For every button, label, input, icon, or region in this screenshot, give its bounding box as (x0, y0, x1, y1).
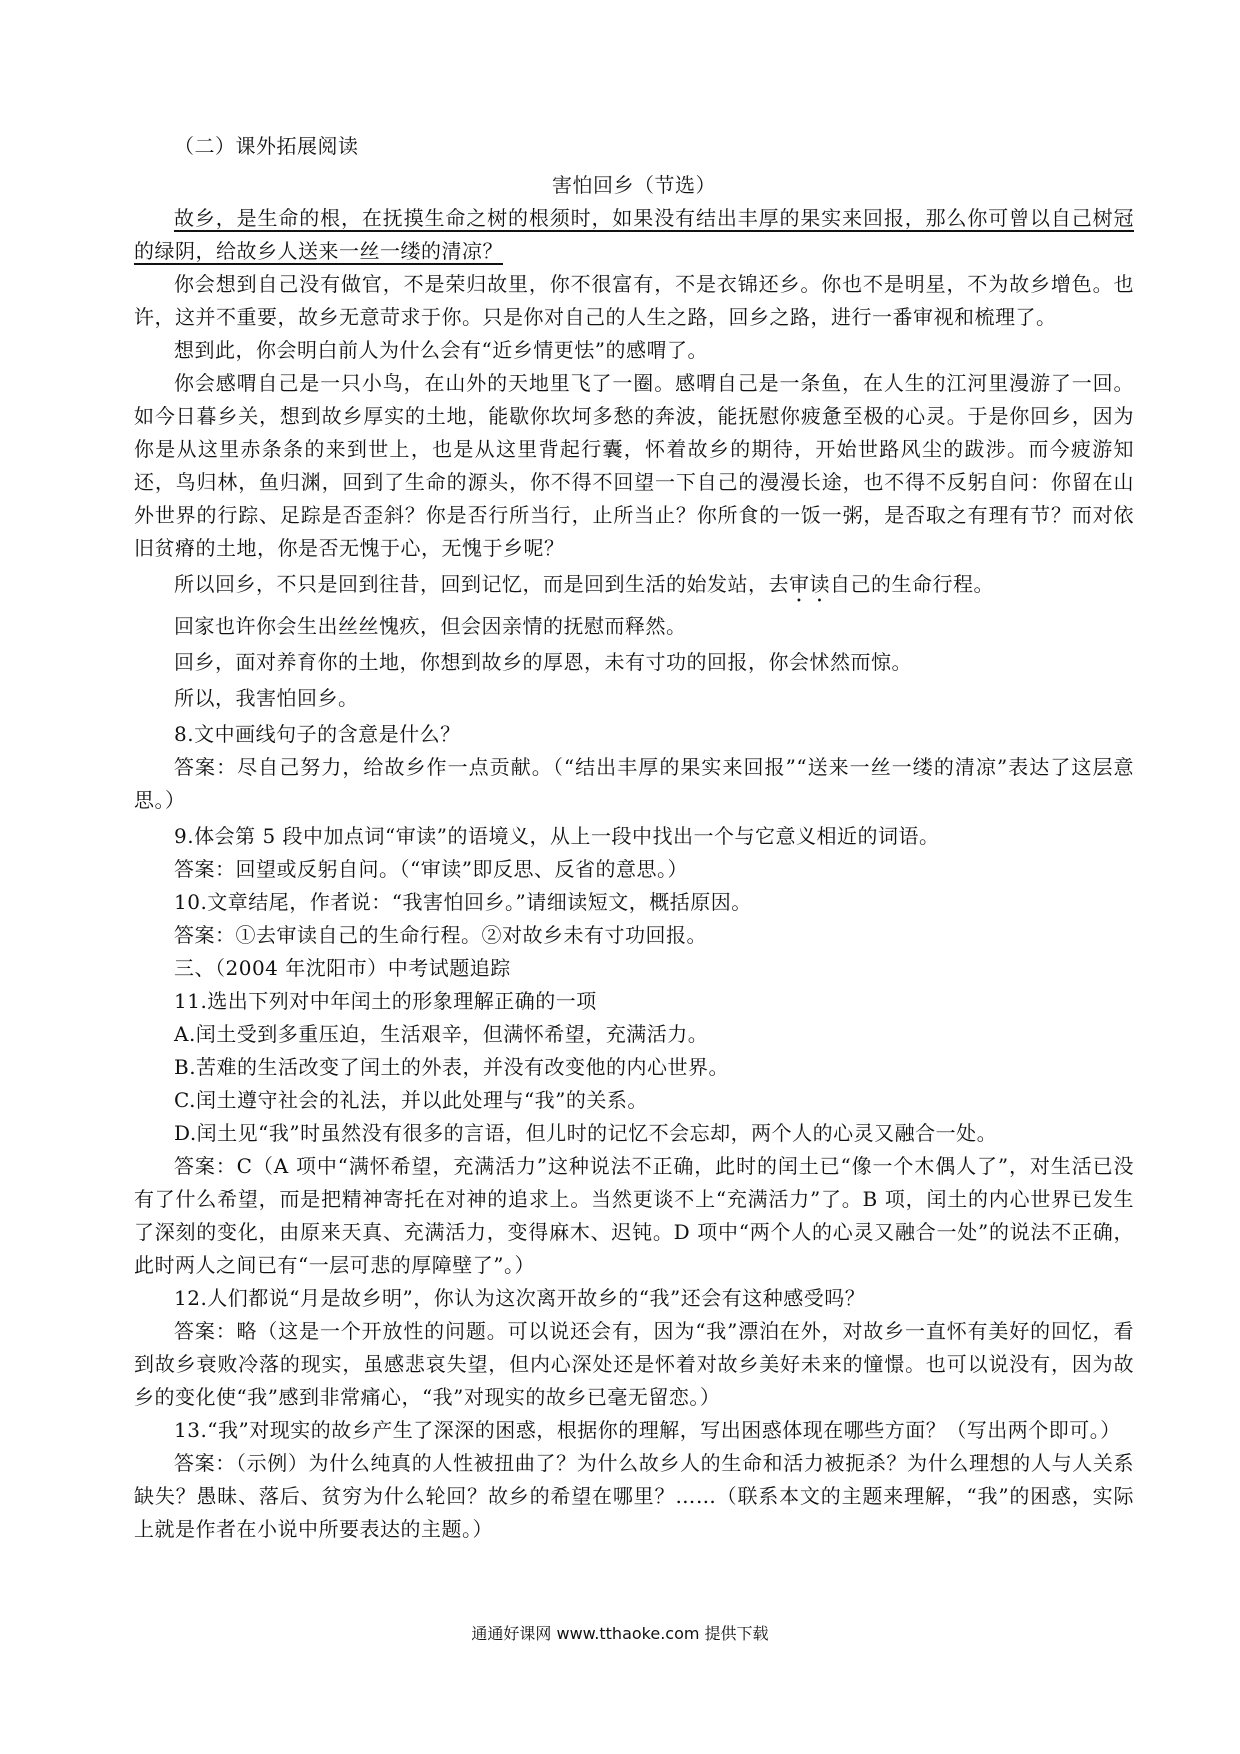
answer-10: 答案：①去审读自己的生命行程。②对故乡未有寸功回报。 (174, 923, 707, 947)
section-heading: （二）课外拓展阅读 (174, 134, 359, 158)
question-8: 8.文中画线句子的含意是什么？ (174, 722, 461, 746)
question-11: 11.选出下列对中年闰土的形象理解正确的一项 (174, 989, 597, 1013)
question-10: 10.文章结尾，作者说：“我害怕回乡。”请细读短文，概括原因。 (174, 890, 752, 914)
article-title: 害怕回乡（节选） (552, 173, 716, 197)
answer-9: 答案：回望或反躬自问。（“审读”即反思、反省的意思。） (174, 857, 688, 881)
answer-11: 答案：C（A 项中“满怀希望，充满活力”这种说法不正确，此时的闰土已“像一个木偶人了”，对生活已没有了什么希望，而是把精神寄托在对神的追求上。当然更谈不上“充满活力”了。B 项，闰土的内心世界已发生了深刻的变化，由原来天真、充满活力，变得麻木、迟钝。D 项中“两个人的心灵又融合一处”的说法不正确，此时两人之间已有“一层可悲的厚障壁了”。） (134, 1154, 1134, 1277)
passage-paragraph-7: 回乡，面对养育你的土地，你想到故乡的厚恩，未有寸功的回报，你会怵然而惊。 (174, 650, 912, 674)
option-c: C.闰土遵守社会的礼法，并以此处理与“我”的关系。 (174, 1088, 648, 1112)
option-b: B.苦难的生活改变了闰土的外表，并没有改变他的内心世界。 (174, 1055, 730, 1079)
option-d: D.闰土见“我”时虽然没有很多的言语，但儿时的记忆不会忘却，两个人的心灵又融合一处。 (174, 1121, 998, 1145)
section-3-heading: 三、（2004 年沈阳市）中考试题追踪 (174, 956, 511, 980)
answer-12: 答案：略（这是一个开放性的问题。可以说还会有，因为“我”漂泊在外，对故乡一直怀有美好的回忆，看到故乡衰败冷落的现实，虽感悲哀失望，但内心深处还是怀着对故乡美好未来的憧憬。也可以说没有，因为故乡的变化使“我”感到非常痛心，“我”对现实的故乡已毫无留恋。） (134, 1319, 1134, 1409)
passage-paragraph-8: 所以，我害怕回乡。 (174, 686, 359, 710)
document-body (134, 130, 1134, 1546)
passage-paragraph-4: 你会感喟自己是一只小鸟，在山外的天地里飞了一圈。感喟自己是一条鱼，在人生的江河里漫游了一回。如今日暮乡关，想到故乡厚实的土地，能歇你坎坷多愁的奔波，能抚慰你疲惫至极的心灵。于是你回乡，因为你是从这里赤条条的来到世上，也是从这里背起行囊，怀着故乡的期待，开始世路风尘的跋涉。而今疲游知还，鸟归林，鱼归渊，回到了生命的源头，你不得不回望一下自己的漫漫长途，也不得不反躬自问：你留在山外世界的行踪、足踪是否歪斜？你是否行所当行，止所当止？你所食的一饭一粥，是否取之有理有节？而对依旧贫瘠的土地，你是否无愧于心，无愧于乡呢？ (134, 371, 1134, 560)
question-12: 12.人们都说“月是故乡明”，你认为这次离开故乡的“我”还会有这种感受吗？ (174, 1286, 866, 1310)
question-13: 13.“我”对现实的故乡产生了深深的困惑，根据你的理解，写出困惑体现在哪些方面？（写出两个即可。） (174, 1418, 1121, 1442)
underlined-sentence: 故乡，是生命的根，在抚摸生命之树的根须时，如果没有结出丰厚的果实来回报，那么你可曾以自己树冠的绿阴，给故乡人送来一丝一缕的清凉？ (134, 206, 1134, 263)
option-a: A.闰土受到多重压迫，生活艰辛，但满怀希望，充满活力。 (174, 1022, 709, 1046)
dotted-word: 审读 (789, 572, 830, 596)
answer-8: 答案：尽自己努力，给故乡作一点贡献。（“结出丰厚的果实来回报”“送来一丝一缕的清凉”表达了这层意思。） (134, 755, 1134, 812)
passage-paragraph-6: 回家也许你会生出丝丝愧疚，但会因亲情的抚慰而释然。 (174, 614, 687, 638)
passage-paragraph-5 (134, 568, 1134, 607)
answer-13: 答案：（示例）为什么纯真的人性被扭曲了？为什么故乡人的生命和活力被扼杀？为什么理想的人与人关系缺失？愚昧、落后、贫穷为什么轮回？故乡的希望在哪里？……（联系本文的主题来理解，“我”的困惑，实际上就是作者在小说中所要表达的主题。） (134, 1451, 1134, 1541)
passage-paragraph-3: 想到此，你会明白前人为什么会有“近乡情更怯”的感喟了。 (174, 338, 708, 362)
p5-text-end: 自己的生命行程。 (830, 572, 994, 596)
page-footer: 通通好课网 www.tthaoke.com 提供下载 (471, 1624, 769, 1643)
passage-paragraph-1 (134, 202, 1134, 268)
question-9: 9.体会第 5 段中加点词“审读”的语境义，从上一段中找出一个与它意义相近的词语。 (174, 824, 940, 848)
passage-paragraph-2: 你会想到自己没有做官，不是荣归故里，你不很富有，不是衣锦还乡。你也不是明星，不为故乡增色。也许，这并不重要，故乡无意苛求于你。只是你对自己的人生之路，回乡之路，进行一番审视和梳理了。 (134, 272, 1134, 329)
p5-text-start: 所以回乡，不只是回到往昔，回到记忆，而是回到生活的始发站，去 (174, 572, 789, 596)
